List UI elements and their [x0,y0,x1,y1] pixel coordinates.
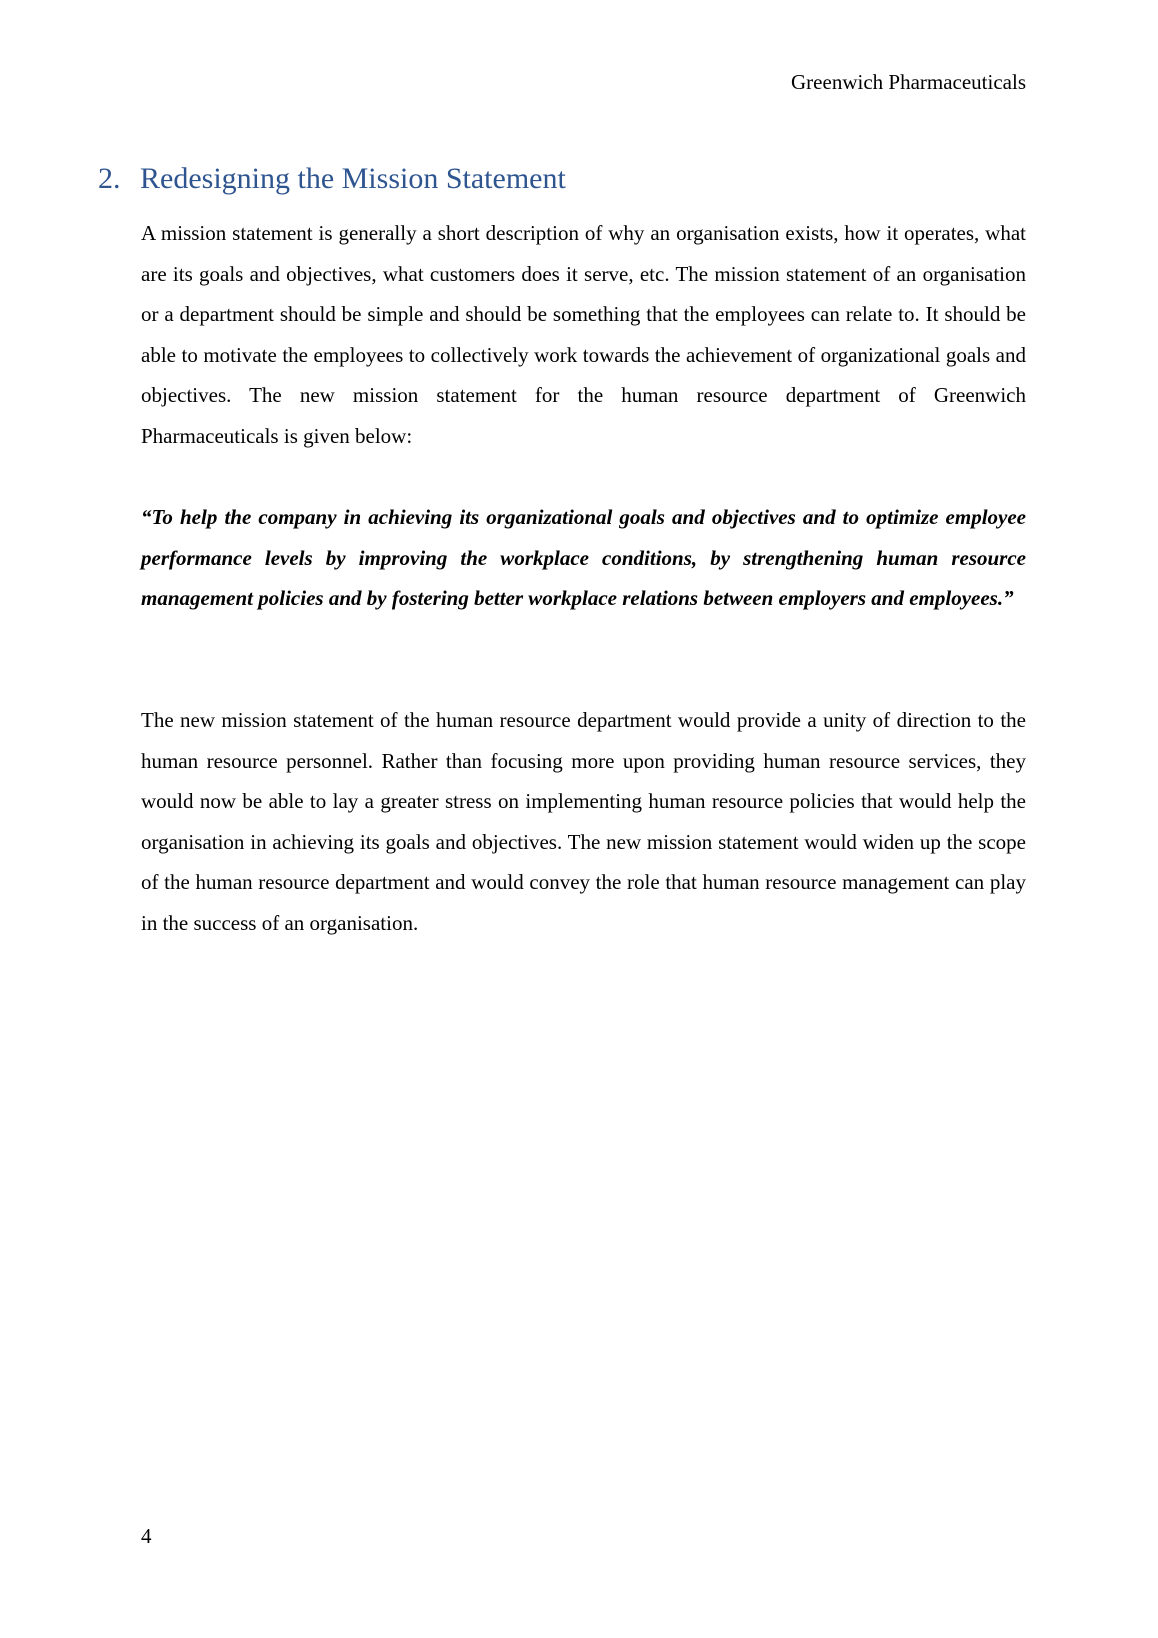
conclusion-paragraph: The new mission statement of the human resource department would provide a unity of direction to the human resource personnel. Rather than focusing more upon providing human resource services, they would now be able to lay a greater stress on implementing human resource policies that would help the organisation in achieving its goals and objectives. The new mission statement would widen up the scope of the human resource department and would convey the role that human resource management can play in the success of an organisation. [141,708,1026,935]
page-number: 4 [141,1524,152,1548]
intro-paragraph: A mission statement is generally a short description of why an organisation exists, how it operates, what are its goals and objectives, what customers does it serve, etc. The mission statement of an organisation or a department should be simple and should be something that the employees can relate to. It should be able to motivate the employees to collectively work towards the achievement of organizational goals and objectives. The new mission statement for the human resource department of Greenwich Pharmaceuticals is given below: [141,221,1026,448]
mission-statement-quote: “To help the company in achieving its organizational goals and objectives and to optimize employee performance levels by improving the workplace conditions, by strengthening human resource management policies and by fostering better workplace relations between employers and employees.” [141,505,1026,611]
section-title: Redesigning the Mission Statement [140,162,566,195]
running-header: Greenwich Pharmaceuticals [791,70,1026,94]
section-heading [98,160,1028,198]
section-number: 2. [98,162,121,195]
